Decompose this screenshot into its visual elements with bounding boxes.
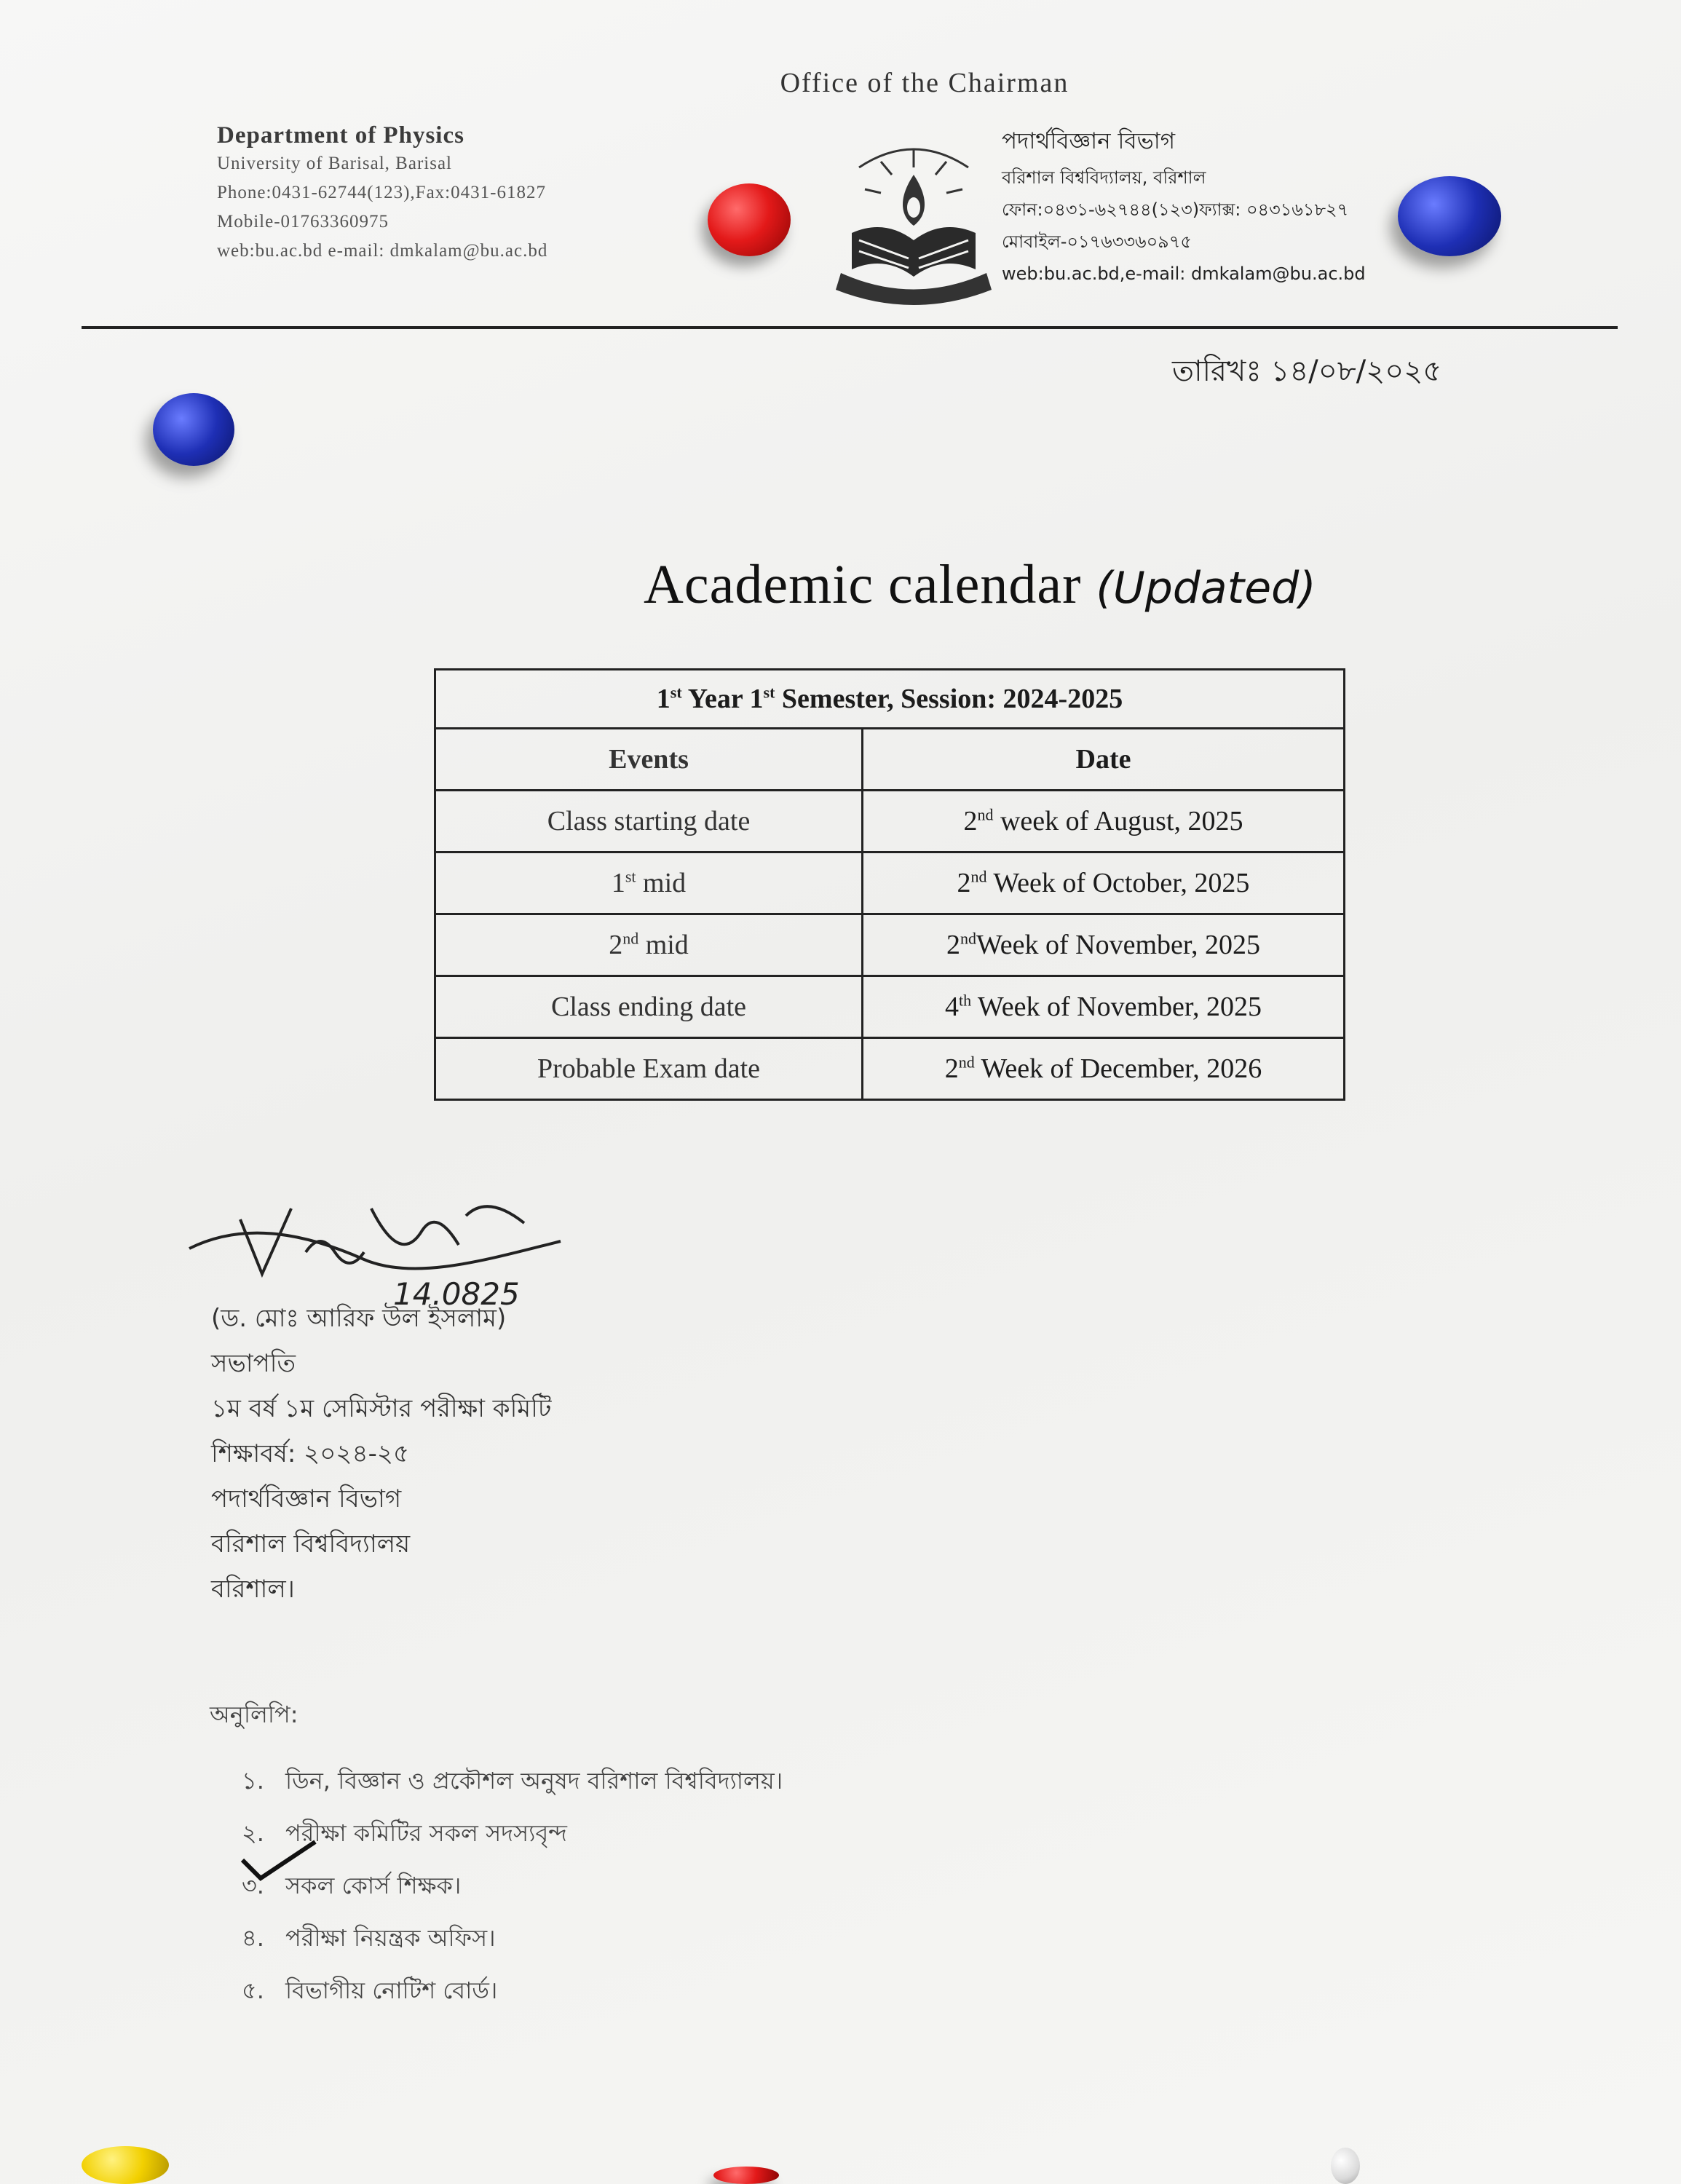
calendar-title: [644, 553, 1316, 617]
table-row: [435, 1038, 1345, 1100]
event-cell: Probable Exam date: [435, 1038, 863, 1100]
calendar-title-text: Academic calendar: [644, 554, 1082, 615]
table-row: [435, 976, 1345, 1038]
university-logo-icon: [830, 124, 997, 313]
handwritten-signature-icon: [182, 1179, 590, 1310]
office-title: Office of the Chairman: [780, 68, 1069, 98]
handwritten-updated-note: (Updated): [1096, 563, 1316, 614]
bangla-letterhead: [1002, 124, 1366, 290]
red-push-pin-icon: [708, 183, 791, 256]
signer-block: [211, 1296, 551, 1612]
signer-line: শিক্ষাবর্ষ: ২০২৪-২৫: [211, 1439, 410, 1468]
session-header: 1st Year 1st Semester, Session: 2024-2025: [435, 670, 1345, 729]
signer-name: (ড. মোঃ আরিফ উল ইসলাম): [211, 1304, 507, 1333]
academic-calendar-table: [434, 668, 1345, 1101]
university-name-en: University of Barisal, Barisal: [217, 154, 452, 173]
list-item: ৪. পরীক্ষা নিয়ন্ত্রক অফিস।: [242, 1924, 496, 1952]
event-cell: Class starting date: [435, 791, 863, 852]
handwritten-tick-icon: [239, 1835, 319, 1886]
list-item: ১. ডিন, বিজ্ঞান ও প্রকৌশল অনুষদ বরিশাল বিশ্ববিদ্যালয়।: [242, 1767, 783, 1795]
mobile-en: Mobile-01763360975: [217, 212, 389, 232]
signer-line: সভাপতি: [211, 1349, 296, 1378]
blue-push-pin-icon: [1398, 176, 1501, 256]
date-column-header: Date: [863, 729, 1345, 791]
yellow-push-pin-icon: [82, 2146, 169, 2184]
signer-line: পদার্থবিজ্ঞান বিভাগ: [211, 1484, 402, 1514]
event-cell: 2nd mid: [435, 914, 863, 976]
letter-date: তারিখঃ ১৪/০৮/২০২৫: [1172, 355, 1442, 388]
red-push-pin-icon: [713, 2167, 779, 2184]
date-cell: 2nd Week of December, 2026: [863, 1038, 1345, 1100]
phone-fax-bn: ফোন:০৪৩১-৬২৭৪৪(১২৩)ফ্যাক্স: ০৪৩১৬১৮২৭: [1002, 199, 1349, 220]
signer-line: বরিশাল।: [211, 1575, 295, 1604]
list-item: ৩. সকল কোর্স শিক্ষক।: [242, 1872, 462, 1899]
session-row: [435, 670, 1345, 729]
signature-date: 14.0825: [393, 1276, 520, 1310]
department-name-en: Department of Physics: [217, 122, 464, 149]
english-letterhead: [217, 122, 547, 266]
list-item: ৫. বিভাগীয় নোটিশ বোর্ড।: [242, 1977, 498, 2004]
header-divider: [82, 326, 1618, 329]
date-cell: 2nd week of August, 2025: [863, 791, 1345, 852]
table-row: [435, 914, 1345, 976]
blue-push-pin-icon: [153, 393, 234, 466]
events-column-header: Events: [435, 729, 863, 791]
web-email-bn: web:bu.ac.bd,e-mail: dmkalam@bu.ac.bd: [1002, 264, 1366, 284]
university-name-bn: বরিশাল বিশ্ববিদ্যালয়, বরিশাল: [1002, 167, 1206, 188]
date-cell: 2ndWeek of November, 2025: [863, 914, 1345, 976]
list-item: ২. পরীক্ষা কমিটির সকল সদস্যবৃন্দ: [242, 1819, 567, 1847]
table-row: [435, 852, 1345, 914]
phone-fax-en: Phone:0431-62744(123),Fax:0431-61827: [217, 183, 546, 202]
signer-line: বরিশাল বিশ্ববিদ্যালয়: [211, 1530, 411, 1559]
date-cell: 2nd Week of October, 2025: [863, 852, 1345, 914]
mobile-bn: মোবাইল-০১৭৬৩৩৬০৯৭৫: [1002, 232, 1192, 252]
department-name-bn: পদার্থবিজ্ঞান বিভাগ: [1002, 128, 1176, 154]
grey-push-pin-icon: [1331, 2148, 1360, 2184]
table-row: [435, 791, 1345, 852]
web-email-en: web:bu.ac.bd e-mail: dmkalam@bu.ac.bd: [217, 241, 548, 261]
event-cell: 1st mid: [435, 852, 863, 914]
column-header-row: [435, 729, 1345, 791]
signer-line: ১ম বর্ষ ১ম সেমিস্টার পরীক্ষা কমিটি: [211, 1394, 552, 1423]
date-cell: 4th Week of November, 2025: [863, 976, 1345, 1038]
event-cell: Class ending date: [435, 976, 863, 1038]
copy-label: অনুলিপি:: [210, 1701, 298, 1728]
